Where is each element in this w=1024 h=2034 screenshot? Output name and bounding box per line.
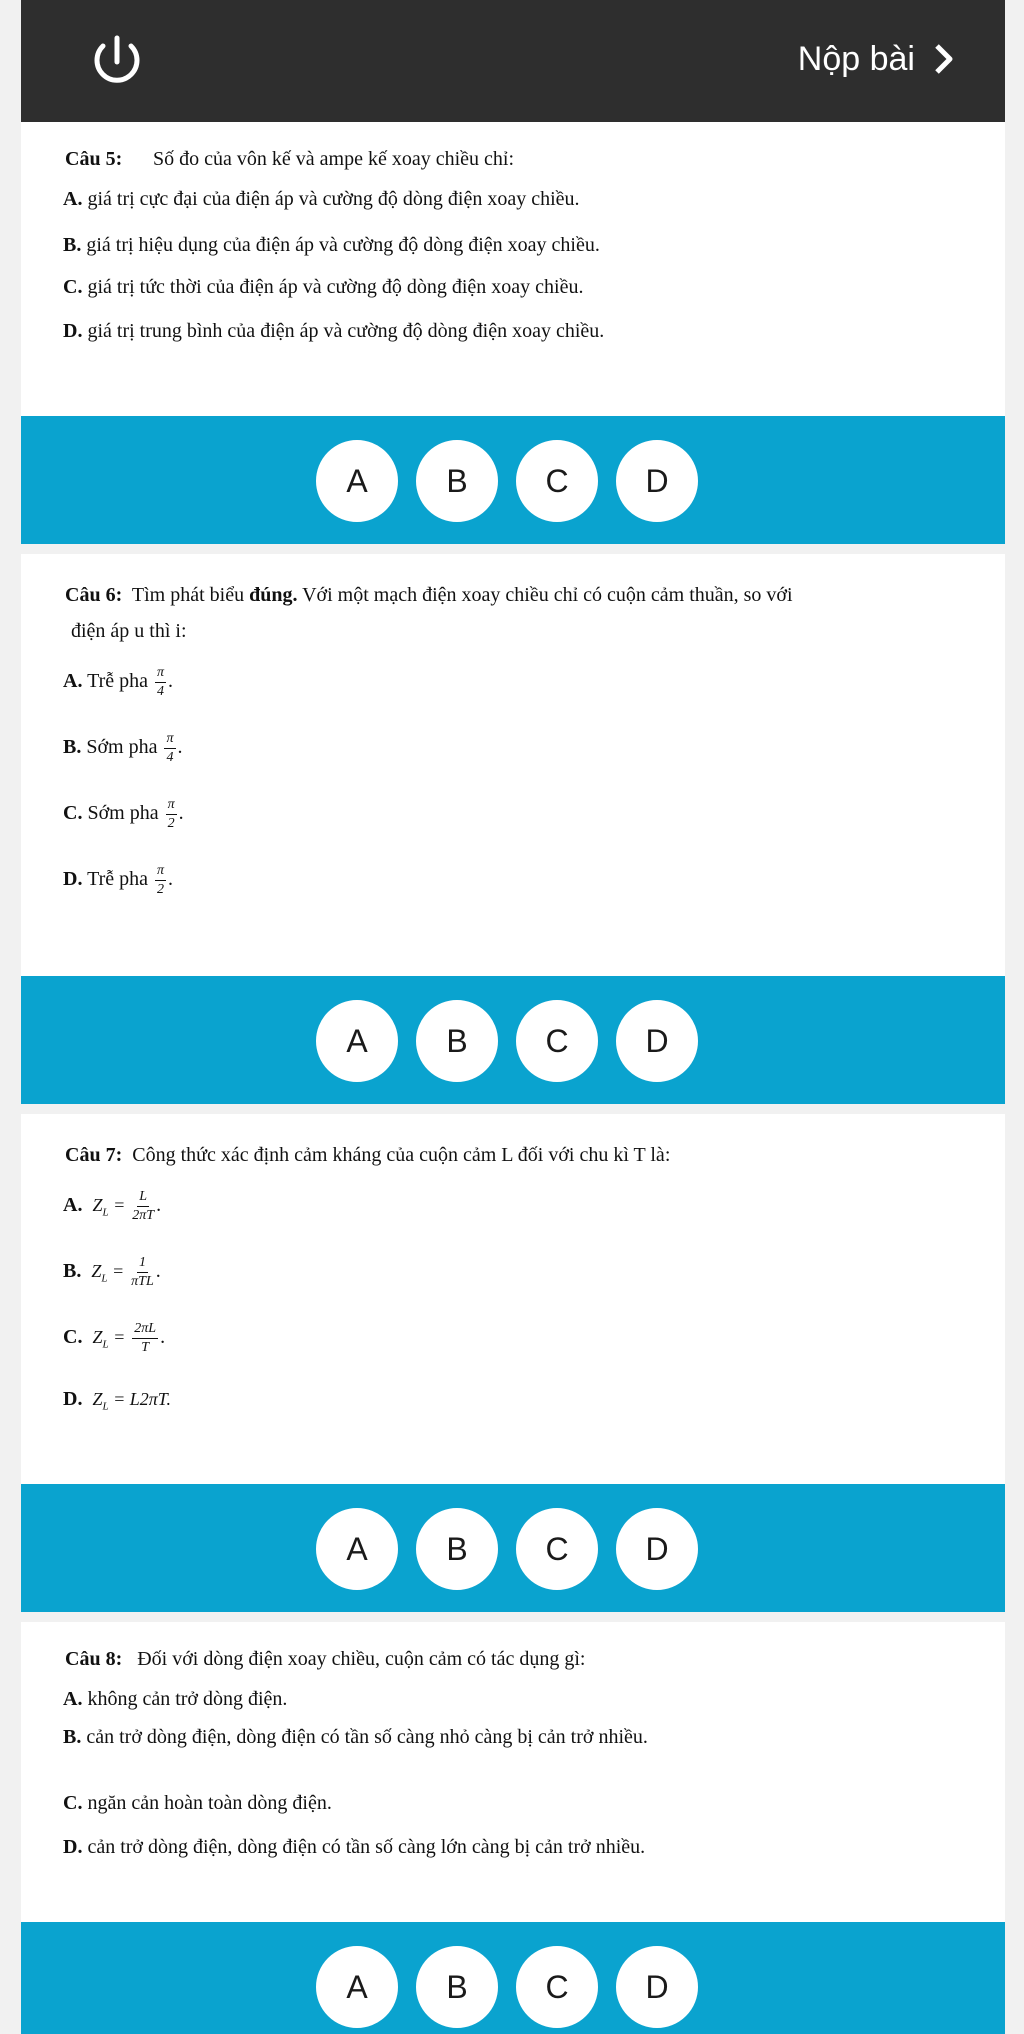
submit-label: Nộp bài xyxy=(797,39,915,78)
option-a: A. $Z_L$ = $\frac{L}{2\pi T}$ . xyxy=(63,1189,162,1223)
power-icon[interactable] xyxy=(81,24,153,96)
answer-b-button[interactable]: B xyxy=(416,440,498,522)
answer-c-button[interactable]: C xyxy=(516,1946,598,2028)
option-a: A. Trễ pha $\frac{\pi}{4}$ . xyxy=(63,665,174,699)
option-d: D. cản trở dòng điện, dòng điện có tần số càng lớn càng bị cản trở nhiều. xyxy=(63,1836,646,1858)
answer-bar-7 xyxy=(21,1484,1005,1612)
option-a: A. giá trị cực đại của điện áp và cường độ dòng điện xoay chiều. xyxy=(63,188,580,210)
option-c: C. $Z_L$ = $\frac{2\pi L}{T}$ . xyxy=(63,1321,166,1355)
option-b: B. Sớm pha $\frac{\pi}{4}$ . xyxy=(63,731,183,765)
answer-bar-5 xyxy=(21,416,1005,544)
answer-bar-8 xyxy=(21,1922,1005,2034)
question-text: Số đo của vôn kế và ampe kế xoay chiều chỉ: xyxy=(153,148,514,170)
answer-b-button[interactable]: B xyxy=(416,1508,498,1590)
option-d: D. $Z_L = L2\pi T$. xyxy=(63,1388,171,1413)
option-b: B. giá trị hiệu dụng của điện áp và cường độ dòng điện xoay chiều. xyxy=(63,234,600,256)
chevron-right-icon xyxy=(933,43,955,75)
submit-button[interactable] xyxy=(798,32,955,86)
question-text: Câu 6: Tìm phát biểu đúng. Với một mạch điện xoay chiều chỉ có cuộn cảm thuần, so với xyxy=(65,584,793,606)
answer-c-button[interactable]: C xyxy=(516,1508,598,1590)
answer-d-button[interactable]: D xyxy=(616,440,698,522)
answer-d-button[interactable]: D xyxy=(616,1946,698,2028)
option-c: C. ngăn cản hoàn toàn dòng điện. xyxy=(63,1792,332,1814)
top-bar xyxy=(21,0,1005,122)
answer-a-button[interactable]: A xyxy=(316,1508,398,1590)
option-b: B. cản trở dòng điện, dòng điện có tần số càng nhỏ càng bị cản trở nhiều. xyxy=(63,1726,648,1748)
answer-d-button[interactable]: D xyxy=(616,1000,698,1082)
answer-b-button[interactable]: B xyxy=(416,1000,498,1082)
answer-d-button[interactable]: D xyxy=(616,1508,698,1590)
answer-a-button[interactable]: A xyxy=(316,1000,398,1082)
question-text-line2: điện áp u thì i: xyxy=(71,620,187,642)
question-text: Câu 8: Đối với dòng điện xoay chiều, cuộn cảm có tác dụng gì: xyxy=(65,1648,586,1670)
question-5 xyxy=(21,122,1005,416)
question-number: Câu 5: xyxy=(65,148,123,170)
answer-b-button[interactable]: B xyxy=(416,1946,498,2028)
question-text: Câu 7: Công thức xác định cảm kháng của cuộn cảm L đối với chu kì T là: xyxy=(65,1144,671,1166)
answer-c-button[interactable]: C xyxy=(516,1000,598,1082)
option-b: B. $Z_L$ = $\frac{1}{\text{πTL}}$ . xyxy=(63,1255,161,1289)
option-a: A. không cản trở dòng điện. xyxy=(63,1688,288,1710)
option-c: C. giá trị tức thời của điện áp và cường độ dòng điện xoay chiều. xyxy=(63,276,584,298)
question-7 xyxy=(21,1114,1005,1484)
option-d: D. giá trị trung bình của điện áp và cường độ dòng điện xoay chiều. xyxy=(63,320,605,342)
option-c: C. Sớm pha $\frac{\pi}{2}$ . xyxy=(63,797,184,831)
answer-a-button[interactable]: A xyxy=(316,440,398,522)
answer-a-button[interactable]: A xyxy=(316,1946,398,2028)
question-6 xyxy=(21,554,1005,976)
question-8 xyxy=(21,1622,1005,1922)
option-d: D. Trễ pha $\frac{\pi}{2}$ . xyxy=(63,863,174,897)
answer-bar-6 xyxy=(21,976,1005,1104)
answer-c-button[interactable]: C xyxy=(516,440,598,522)
